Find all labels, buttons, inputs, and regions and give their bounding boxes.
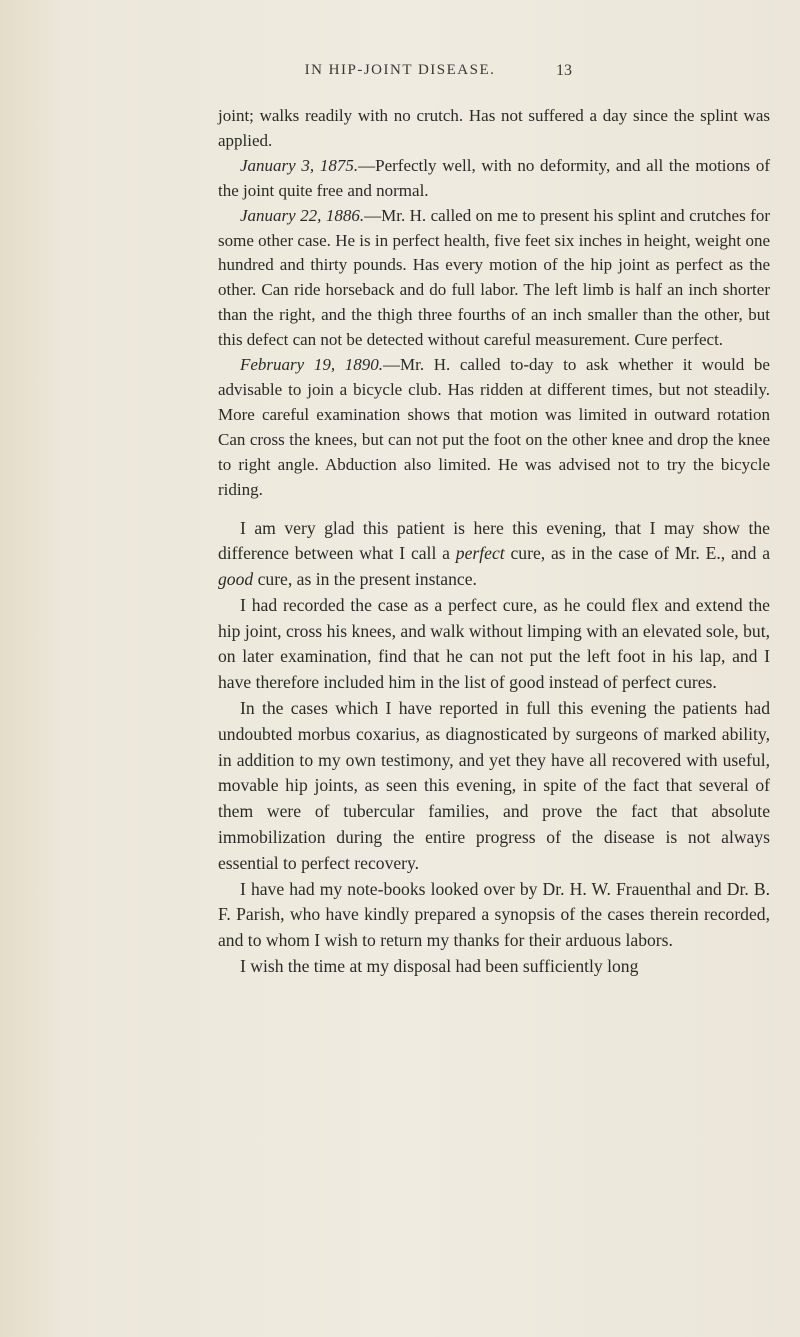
case-notes — [218, 104, 770, 503]
paragraph: February 19, 1890.—Mr. H. called to-day to ask whether it would be advisable to join a bicycle club. Has ridden at different times, but not steadily. More careful examination shows that motion was limited in outward rotation Can cross the knees, but can not put the foot on the other knee and drop the knee to right angle. Abduction also limited. He was advised not to try the bicycle riding. — [218, 355, 770, 499]
running-title: IN HIP-JOINT DISEASE. — [304, 62, 496, 78]
paragraph: I had recorded the case as a perfect cure, as he could flex and extend the hip joint, cross his knees, and walk without limping with an elevated sole, but, on later examination, find that he can not put the left foot in his lap, and I have therefore included him in the list of good instead of perfect cures. — [218, 594, 770, 693]
paragraph: January 3, 1875.—Perfectly well, with no deformity, and all the motions of the joint quite free and normal. — [218, 155, 770, 200]
page-number: 13 — [556, 62, 572, 79]
body-text — [218, 104, 770, 980]
paragraph: January 22, 1886.—Mr. H. called on me to present his splint and crutches for some other case. He is in perfect health, five feet six inches in height, weight one hundred and thirty pounds. Has every motion of the hip joint as perfect as the other. Can ride horseback and do full labor. The left limb is half an inch shorter than the right, and the thigh three fourths of an inch smaller than the other, but this defect can not be detected without careful measurement. Cure perfect. — [218, 205, 770, 350]
paragraph: I have had my note-books looked over by Dr. H. W. Frauenthal and Dr. B. F. Parish, who have kindly prepared a synopsis of the cases therein recorded, and to whom I wish to return my thanks for their arduous labors. — [218, 878, 770, 951]
paragraph: I am very glad this patient is here this evening, that I may show the difference between what I call a perfect cure, as in the case of Mr. E., and a good cure, as in the present instance. — [218, 517, 771, 590]
paragraph: joint; walks readily with no crutch. Has not suffered a day since the splint was applied. — [218, 106, 770, 150]
entry-date: January 22, 1886. — [240, 205, 365, 225]
running-head — [0, 62, 800, 86]
discussion — [218, 516, 770, 980]
paragraph: In the cases which I have reported in full this evening the patients had undoubted morbus coxarius, as diagnosticated by surgeons of marked ability, in addition to my own testimony, and yet they have all recovered with useful, movable hip joints, as seen this evening, in spite of the fact that several of them were of tubercular families, and prove the fact that absolute immobilization during the entire progress of the disease is not always essential to perfect recovery. — [218, 698, 770, 873]
emphasis: good — [218, 569, 254, 590]
emphasis: perfect — [455, 543, 505, 564]
entry-date: February 19, 1890. — [240, 355, 383, 375]
entry-date: January 3, 1875. — [240, 155, 359, 175]
paragraph: I wish the time at my disposal had been sufficiently long — [240, 956, 639, 977]
